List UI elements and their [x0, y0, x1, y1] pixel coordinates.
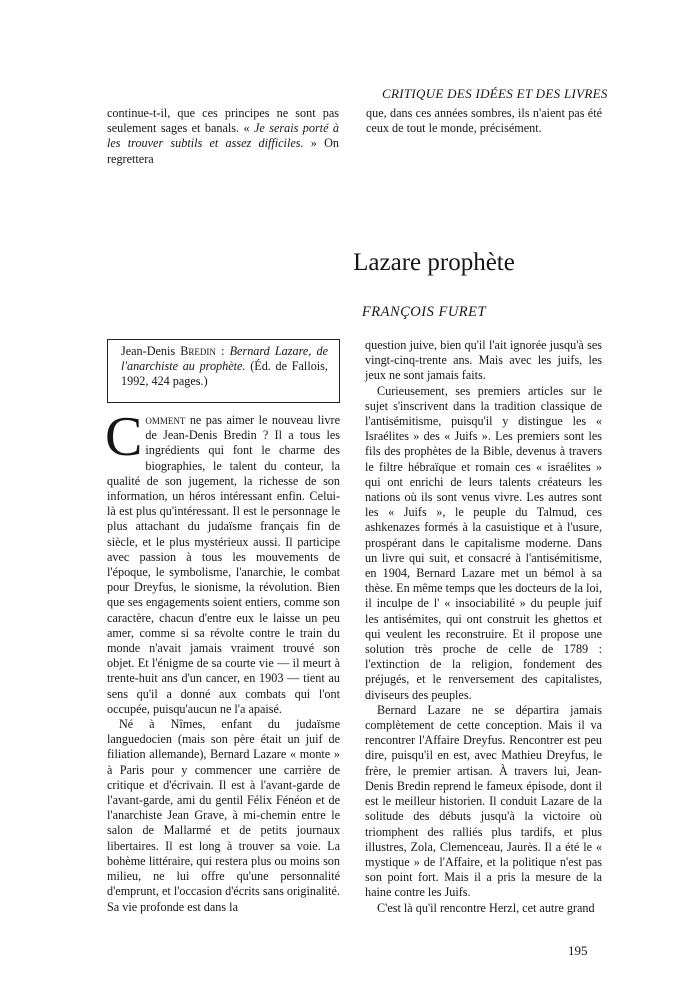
book-reference-box [107, 339, 340, 403]
left-paragraph-1-text: ne pas aimer le nouveau livre de Jean-Denis Bredin ? Il a tous les ingrédients qui font le charme des biographies, le talent du conteur, la qualité de son jugement, la richesse de son information, un héros intéressant enfin. Celui-là est plus qu'intéressant. Il est le personnage le plus attachant du judaïsme français fin de siècle, et le plus mystérieux aussi. Il participe avec passion à tous les mouvements de l'époque, le symbolisme, l'anarchie, le combat pour Dreyfus, le sionisme, la révolution. Bien que ses engagements soient entiers, comme son caractère, chacun d'entre eux le laisse un peu amer, comme si sa révolte contre le train du monde n'avait jamais vraiment trouvé son objet. Et l'énigme de sa courte vie — il meurt à trente-huit ans d'un cancer, en 1903 — tient au sens qu'il a donné aux combats qui l'ont occupée, puisqu'aucun ne l'a apaisé. [107, 413, 340, 716]
top-left-text-part: continue-t-il, que ces principes ne sont pas seulement sages et banals. « [107, 106, 339, 136]
running-head: CRITIQUE DES IDÉES ET DES LIVRES [382, 86, 608, 101]
article-title-text: Lazare prophète [353, 249, 515, 276]
reference-author-first: Jean-Denis [121, 344, 181, 358]
top-right-text: que, dans ces années sombres, ils n'aient pas été ceux de tout le monde, précisément. [366, 106, 602, 136]
left-paragraph-2: Né à Nîmes, enfant du judaïsme languedocien (mais son père était un juif de filiation allemande), Bernard Lazare « monte » à Paris pour y commencer une carrière de critique et d'écrivain. Il est à l'avant-garde de l'avant-garde, ami du gentil Félix Fénéon et de l'anarchiste Jean Grave, à mi-chemin entre le salon de Mallarmé et de petits journaux libertaires. Il est long à trouver sa voie. La bohème littéraire, qui restera plus ou moins son milieu, ne lui offre qu'une personnalité d'emprunt, et l'occasion d'écrits sans originalité. Sa vie profonde est dans la [107, 717, 341, 914]
left-paragraph-1 [105, 406, 340, 717]
right-paragraph-3: Bernard Lazare ne se départira jamais complètement de cette conception. Mais il va rencontrer l'Affaire Dreyfus. Rencontrer est peu dire, puisqu'il en est, avec Mathieu Dreyfus, le frère, le premier artisan. À travers lui, Jean-Denis Bredin reprend le fameux épisode, dont il est le meilleur historien. Il conduit Lazare de la solitude des débuts jusqu'à la victoire où triomphent des ralliés plus tardifs, et plus illustres, Zola, Clemenceau, Jaurès. Il a été le « mystique » de l'Affaire, et la politique n'est pas son point fort. Mais il a pris la mesure de la haine contre les Juifs. [365, 702, 602, 900]
page-number: 195 [568, 943, 588, 958]
reference-book-title: Bernard Lazare, de l'anarchiste au prophète. [121, 344, 328, 374]
lead-word: omment [145, 413, 186, 427]
article-title [0, 249, 700, 277]
article-author-text: FRANÇOIS FURET [361, 304, 487, 320]
article-author [0, 304, 700, 321]
right-column [365, 338, 602, 916]
reference-author-last: Bredin [180, 344, 216, 358]
top-left-text-end: » On regrettera [107, 136, 339, 166]
reference-publication: (Éd. de Fallois, 1992, 424 pages.) [121, 359, 328, 389]
top-left-quote: Je serais porté à les trouver subtils et assez difficiles. [107, 121, 339, 151]
right-paragraph-1: question juive, bien qu'il l'ait ignorée jusqu'à ses vingt-cinq-trente ans. Mais avec les juifs, les jeux ne sont jamais faits. [365, 338, 602, 383]
reference-separator: : [215, 344, 230, 358]
drop-cap: C [105, 406, 143, 468]
left-column [105, 406, 341, 915]
right-paragraph-2: Curieusement, ses premiers articles sur le sujet s'inscrivent dans la tradition classique de l'antisémitisme, puisqu'il y distingue les « Israélites » des « Juifs ». Les premiers sont les fils des prophètes de la Bible, devenus à travers le filtre hébraïque et romain ces « israélites » qui ont enrichi de leurs talents créateurs les nations où ils sont venus vivre. Les autres sont les « Juifs », le peuple du Talmud, ces ashkenazes formés à la casuistique et à l'usure, prospérant dans le capitalisme moderne. Dans un livre qui suit, et consacré à l'antisémitisme, en 1904, Bernard Lazare met un bémol à sa thèse. En même temps que les docteurs de la loi, il inculpe de l' « insociabilité » du peuple juif les antisémites, qui ont construit les ghettos et qui veulent les reconstruire. Et il propose une solution très proche de celle de 1789 : l'extinction de la religion, fondement des préjugés, et le renversement des capitalistes, diviseurs des peuples. [365, 383, 602, 702]
right-paragraph-4: C'est là qu'il rencontre Herzl, cet autre grand [377, 900, 595, 915]
top-left-text [107, 106, 339, 167]
